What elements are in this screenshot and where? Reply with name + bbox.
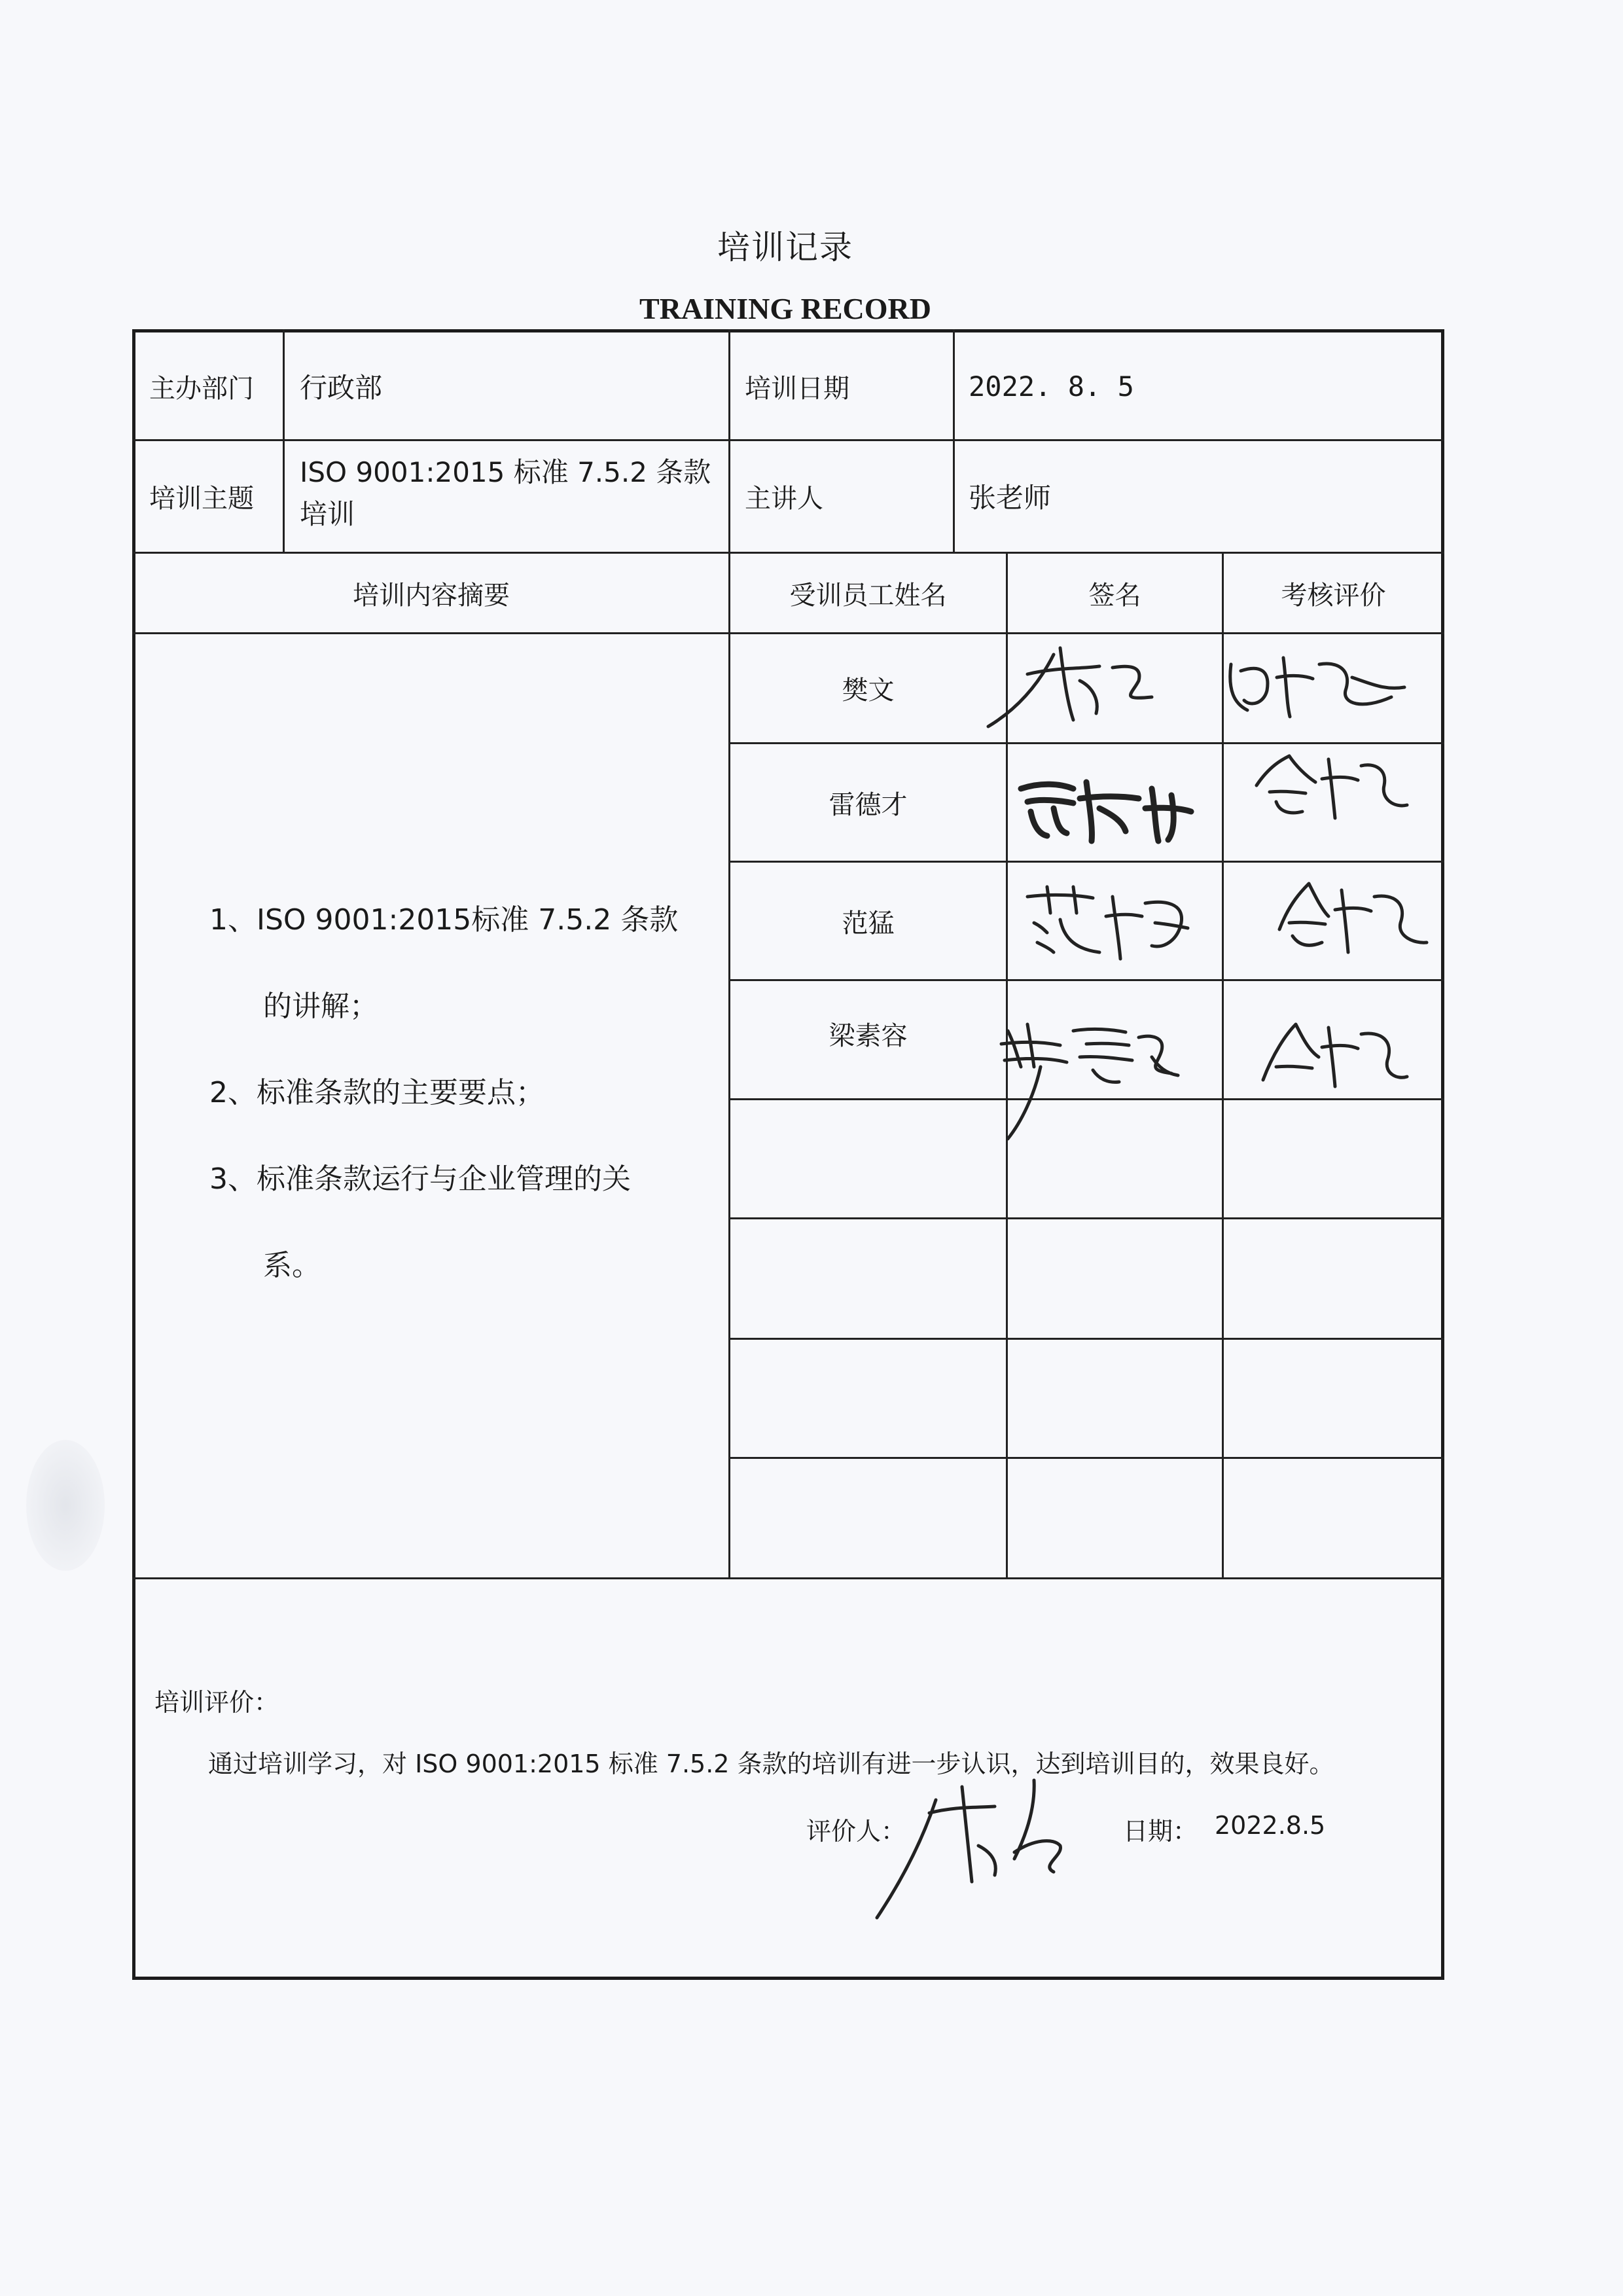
evaluation-label: 培训评价： <box>154 1688 279 1717</box>
signature-fanmeng <box>1021 877 1204 969</box>
grid-line <box>283 329 285 552</box>
speaker-label: 主讲人 <box>745 483 823 514</box>
evaluation-hege <box>1270 870 1433 962</box>
evaluator-signature <box>864 1767 1080 1924</box>
signature-liangsurong <box>995 1005 1191 1149</box>
col-evaluation-header: 考核评价 <box>1281 580 1386 611</box>
evaluation-hege <box>1243 746 1414 825</box>
date-value: 2022. 8. 5 <box>969 370 1134 403</box>
speaker-value: 张老师 <box>969 482 1052 514</box>
summary-item-2: 2、标准条款的主要要点； <box>209 1076 544 1109</box>
grid-line <box>953 329 955 552</box>
grid-line <box>730 1457 1444 1459</box>
evaluation-hege <box>1257 1008 1414 1093</box>
grid-line <box>730 1217 1444 1219</box>
evaluation-date-label: 日期： <box>1123 1817 1198 1846</box>
summary-item-1-cont: 的讲解； <box>263 990 378 1023</box>
trainee-name: 范猛 <box>842 908 895 939</box>
document-title: 培训记录 <box>717 228 853 266</box>
col-summary-header: 培训内容摘要 <box>353 580 510 611</box>
col-name-header: 受训员工姓名 <box>789 580 947 611</box>
col-signature-header: 签名 <box>1088 580 1141 611</box>
grid-line <box>730 1338 1444 1340</box>
trainee-name: 雷德才 <box>829 789 908 820</box>
topic-value: ISO 9001:2015 标准 7.5.2 条款培训 <box>300 456 711 530</box>
topic-label: 培训主题 <box>149 483 254 514</box>
document-subtitle: TRAINING RECORD <box>639 292 931 325</box>
signature-fanwen <box>982 628 1165 740</box>
evaluation-hege <box>1221 638 1418 730</box>
grid-line <box>132 1577 1444 1579</box>
page-smudge <box>26 1440 105 1571</box>
summary-item-3-cont: 系。 <box>263 1249 321 1282</box>
evaluator-label: 评价人： <box>806 1817 906 1846</box>
trainee-name: 梁素容 <box>829 1020 908 1051</box>
trainee-name: 樊文 <box>842 675 895 706</box>
training-summary <box>209 877 733 1309</box>
dept-label: 主办部门 <box>149 373 254 404</box>
signature-leidecai <box>1014 762 1204 848</box>
evaluation-text: 通过培训学习，对 ISO 9001:2015 标准 7.5.2 条款的培训有进一步认识，达到培训目的，效果良好。 <box>208 1749 1334 1778</box>
evaluation-date: 2022.8.5 <box>1215 1811 1326 1840</box>
summary-item-3: 3、标准条款运行与企业管理的关 <box>209 1162 631 1196</box>
dept-value: 行政部 <box>300 372 383 404</box>
date-label: 培训日期 <box>745 373 849 404</box>
summary-item-1: 1、ISO 9001:2015标准 7.5.2 条款 <box>209 903 679 937</box>
